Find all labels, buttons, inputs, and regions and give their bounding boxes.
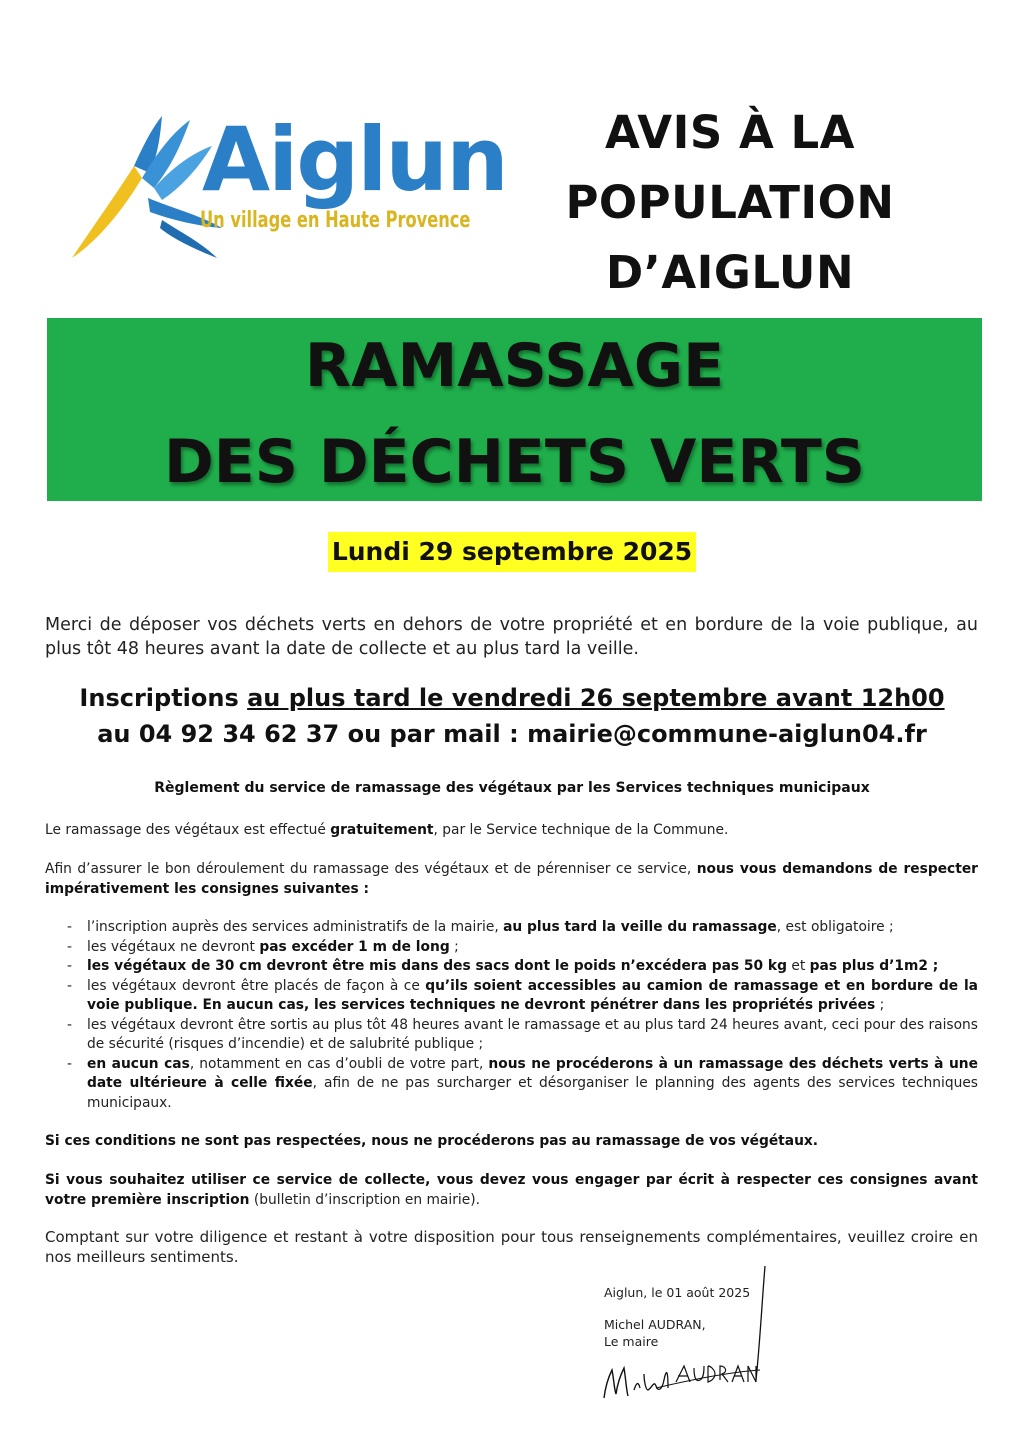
closing-paragraph: Comptant sur votre diligence et restant à votre disposition pour tous renseignements complémentaires, veuillez croire en nos meilleurs sentiments. <box>45 1228 978 1266</box>
rules-engagement <box>45 1171 978 1210</box>
list-item: - en aucun cas, notamment en cas d’oubli de votre part, nous ne procéderons à un ramassage des déchets verts à une date ultérieure à celle fixée, afin de ne pas surcharger et désorganiser le planning des agents des services techniques municipaux. <box>45 1055 978 1114</box>
logo-wordmark: Aiglun <box>202 108 507 211</box>
handwritten-signature <box>600 1262 770 1407</box>
signature-name: Michel AUDRAN, <box>604 1317 706 1332</box>
rules-engagement-end: (bulletin d’inscription en mairie). <box>249 1191 480 1208</box>
rules-p1-bold: gratuitement <box>330 822 434 838</box>
heading-line-3: D’AIGLUN <box>605 246 855 299</box>
list-item: - les végétaux ne devront pas excéder 1 m de long ; <box>45 938 978 958</box>
rules-title: Règlement du service de ramassage des végétaux par les Services techniques municipaux <box>154 780 870 796</box>
logo-tagline: Un village en Haute Provence <box>200 208 471 233</box>
registration-deadline-line <box>0 680 1024 716</box>
rules-paragraph-1 <box>45 821 978 841</box>
title-banner <box>47 318 982 501</box>
aiglun-logo <box>62 100 507 270</box>
signature-place-date: Aiglun, le 01 août 2025 <box>604 1285 751 1300</box>
registration-deadline: au plus tard le vendredi 26 septembre avant 12h00 <box>247 684 945 712</box>
rules-p1-text: Le ramassage des végétaux est effectué <box>45 822 331 838</box>
banner-line-1: RAMASSAGE <box>304 331 725 401</box>
registration-info <box>0 680 1024 752</box>
collection-date: Lundi 29 septembre 2025 <box>328 532 696 572</box>
rules-list <box>45 918 978 1113</box>
list-item: - les végétaux devront être sortis au plus tôt 48 heures avant le ramassage et au plus tard 24 heures avant, ceci pour des raisons de sécurité (risques d’incendie) et de salubrité publique ; <box>45 1016 978 1055</box>
heading-line-2: POPULATION <box>565 176 895 229</box>
intro-paragraph: Merci de déposer vos déchets verts en dehors de votre propriété et en bordure de la voie publique, au plus tôt 48 heures avant la date de collecte et au plus tard la veille. <box>45 615 978 659</box>
rules-p2-text: Afin d’assurer le bon déroulement du ramassage des végétaux et de pérenniser ce service, <box>45 861 697 877</box>
banner-line-2: DES DÉCHETS VERTS <box>163 427 865 497</box>
collection-date-wrap <box>0 532 1024 572</box>
list-item: - les végétaux de 30 cm devront être mis dans des sacs dont le poids n’excédera pas 50 kg et pas plus d’1m2 ; <box>45 957 978 977</box>
registration-prefix: Inscriptions <box>79 684 239 712</box>
heading-line-1: AVIS À LA <box>605 106 855 159</box>
rules-warning <box>45 1132 978 1152</box>
rules-paragraph-2 <box>45 860 978 899</box>
signature-role: Le maire <box>604 1334 659 1349</box>
rules-p2-bold: nous vous demandons de respecter impérativement les consignes suivantes : <box>45 861 978 897</box>
rules-p1-end: , par le Service technique de la Commune. <box>433 822 729 838</box>
list-item: - les végétaux devront être placés de façon à ce qu’ils soient accessibles au camion de ramassage et en bordure de la voie publique. En aucun cas, les services techniques ne devront pénétrer dans les propriétés privées ; <box>45 977 978 1016</box>
registration-contact: au 04 92 34 62 37 ou par mail : mairie@commune-aiglun04.fr <box>97 720 927 748</box>
notice-heading <box>520 98 940 308</box>
rules-engagement-bold: Si vous souhaitez utiliser ce service de collecte, vous devez vous engager par écrit à respecter ces consignes avant votre première inscription <box>45 1172 978 1208</box>
list-item: - l’inscription auprès des services administratifs de la mairie, au plus tard la veille du ramassage, est obligatoire ; <box>45 918 978 938</box>
rules-warning-text: Si ces conditions ne sont pas respectées, nous ne procéderons pas au ramassage de vos végétaux. <box>45 1133 819 1149</box>
